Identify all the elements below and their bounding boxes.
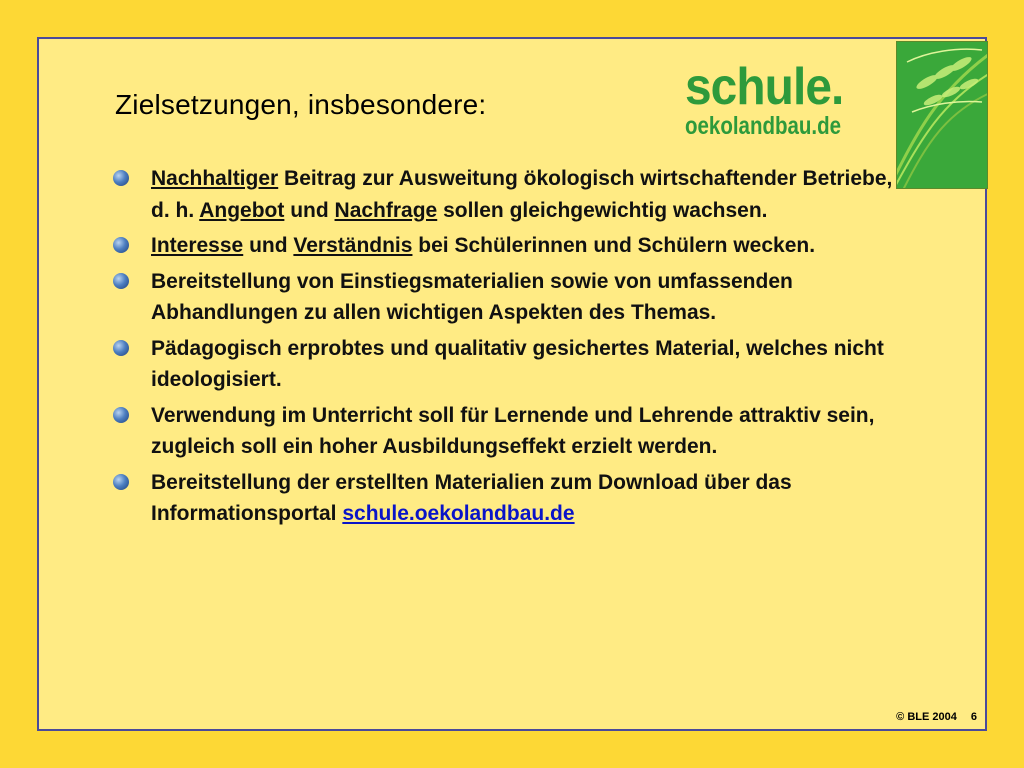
list-item — [113, 266, 913, 329]
underlined-term: Nachfrage — [334, 198, 438, 222]
copyright-text: © BLE 2004 — [896, 711, 957, 723]
bullet-text: Pädagogisch erprobtes und qualitativ gesichertes Material, welches nicht ideologisiert. — [151, 336, 884, 391]
page-number: 6 — [970, 711, 977, 723]
bullet-icon — [113, 273, 129, 289]
logo-sub-text: oekolandbau.de — [685, 112, 842, 140]
logo-main-text: schule. — [685, 58, 844, 116]
bullet-icon — [113, 474, 129, 490]
bullet-icon — [113, 340, 129, 356]
logo — [685, 58, 875, 140]
slide — [37, 37, 987, 731]
bullet-icon — [113, 237, 129, 253]
footer — [882, 711, 977, 723]
list-item — [113, 467, 913, 530]
bullet-text: Beitrag zur Ausweitung ökologisch wirtschaftender Betriebe, d. h. — [151, 167, 893, 222]
underlined-term: Angebot — [199, 198, 285, 222]
bullet-text: sollen gleichgewichtig wachsen. — [437, 198, 768, 222]
list-item — [113, 333, 913, 396]
underlined-term: Nachhaltiger — [151, 167, 279, 190]
bullet-text: Bereitstellung von Einstiegsmaterialien sowie von umfassenden Abhandlungen zu allen wichtigen Aspekten des Themas. — [151, 269, 793, 324]
list-item — [113, 400, 913, 463]
portal-link[interactable]: schule.oekolandbau.de — [342, 502, 575, 525]
bullet-icon — [113, 407, 129, 423]
slide-title: Zielsetzungen, insbesondere: — [115, 89, 487, 120]
bullet-list — [113, 163, 913, 534]
bullet-icon — [113, 170, 129, 186]
underlined-term: Verständnis — [293, 234, 413, 257]
list-item — [113, 163, 913, 226]
list-item — [113, 230, 913, 262]
bullet-text: Bereitstellung der erstellten Materialien zum Download über das Informationsportal — [151, 470, 792, 525]
bullet-text: und — [284, 198, 335, 222]
bullet-text: bei Schülerinnen und Schülern wecken. — [412, 234, 816, 257]
bullet-text: und — [243, 234, 294, 257]
underlined-term: Interesse — [151, 234, 244, 257]
bullet-text: Verwendung im Unterricht soll für Lernende und Lehrende attraktiv sein, zugleich soll ein hoher Ausbildungseffekt erzielt werden. — [151, 403, 875, 458]
